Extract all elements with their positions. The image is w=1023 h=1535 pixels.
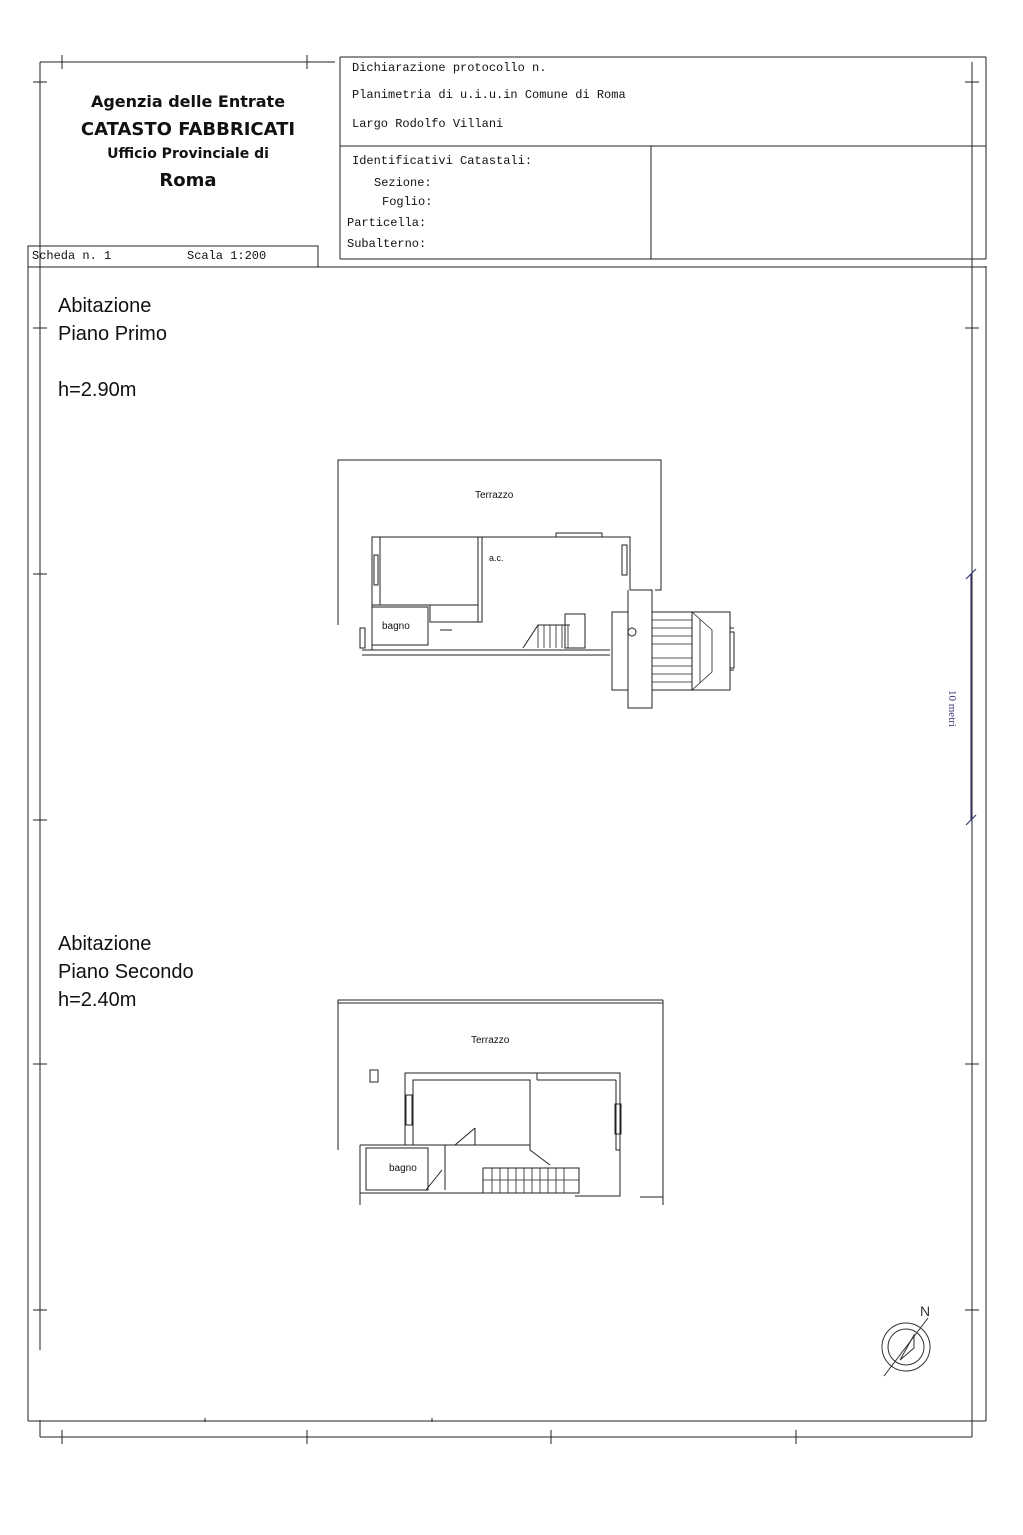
scheda-number: Scheda n. 1 bbox=[32, 249, 112, 263]
subalterno-label: Subalterno: bbox=[347, 237, 427, 251]
scale-bar bbox=[966, 569, 976, 825]
floor-plan-secondo bbox=[338, 1000, 663, 1205]
particella-label: Particella: bbox=[347, 216, 427, 230]
floor1-ac-label: a.c. bbox=[489, 553, 504, 563]
agency-name: Agenzia delle Entrate bbox=[90, 92, 286, 111]
floor2-bagno-label: bagno bbox=[389, 1163, 417, 1174]
floor2-title: Abitazione bbox=[58, 933, 152, 955]
floor2-level: Piano Secondo bbox=[58, 961, 194, 983]
ufficio-label: Ufficio Provinciale di bbox=[107, 146, 269, 162]
north-label: N bbox=[920, 1303, 931, 1319]
foglio-label: Foglio: bbox=[382, 195, 433, 209]
protocollo-label: Dichiarazione protocollo n. bbox=[352, 61, 547, 75]
floor1-title: Abitazione bbox=[58, 295, 152, 317]
floor1-terrace-label: Terrazzo bbox=[475, 490, 514, 501]
planimetria-label: Planimetria di u.i.u.in Comune di Roma bbox=[352, 88, 626, 102]
scale-bar-label: 10 metri bbox=[946, 690, 958, 727]
catasto-title: CATASTO FABBRICATI bbox=[80, 119, 296, 140]
identificativi-label: Identificativi Catastali: bbox=[352, 154, 533, 168]
address-label: Largo Rodolfo Villani bbox=[352, 117, 504, 131]
floor1-level: Piano Primo bbox=[58, 323, 167, 345]
sezione-label: Sezione: bbox=[374, 176, 432, 190]
floor2-terrace-label: Terrazzo bbox=[471, 1035, 510, 1046]
scale-ratio: Scala 1:200 bbox=[187, 249, 267, 263]
floor1-height: h=2.90m bbox=[58, 379, 137, 401]
floor2-height: h=2.40m bbox=[58, 989, 137, 1011]
floor1-bagno-label: bagno bbox=[382, 621, 410, 632]
ufficio-city: Roma bbox=[159, 170, 217, 191]
floor-plan-primo bbox=[338, 460, 734, 708]
north-arrow bbox=[882, 1318, 930, 1376]
